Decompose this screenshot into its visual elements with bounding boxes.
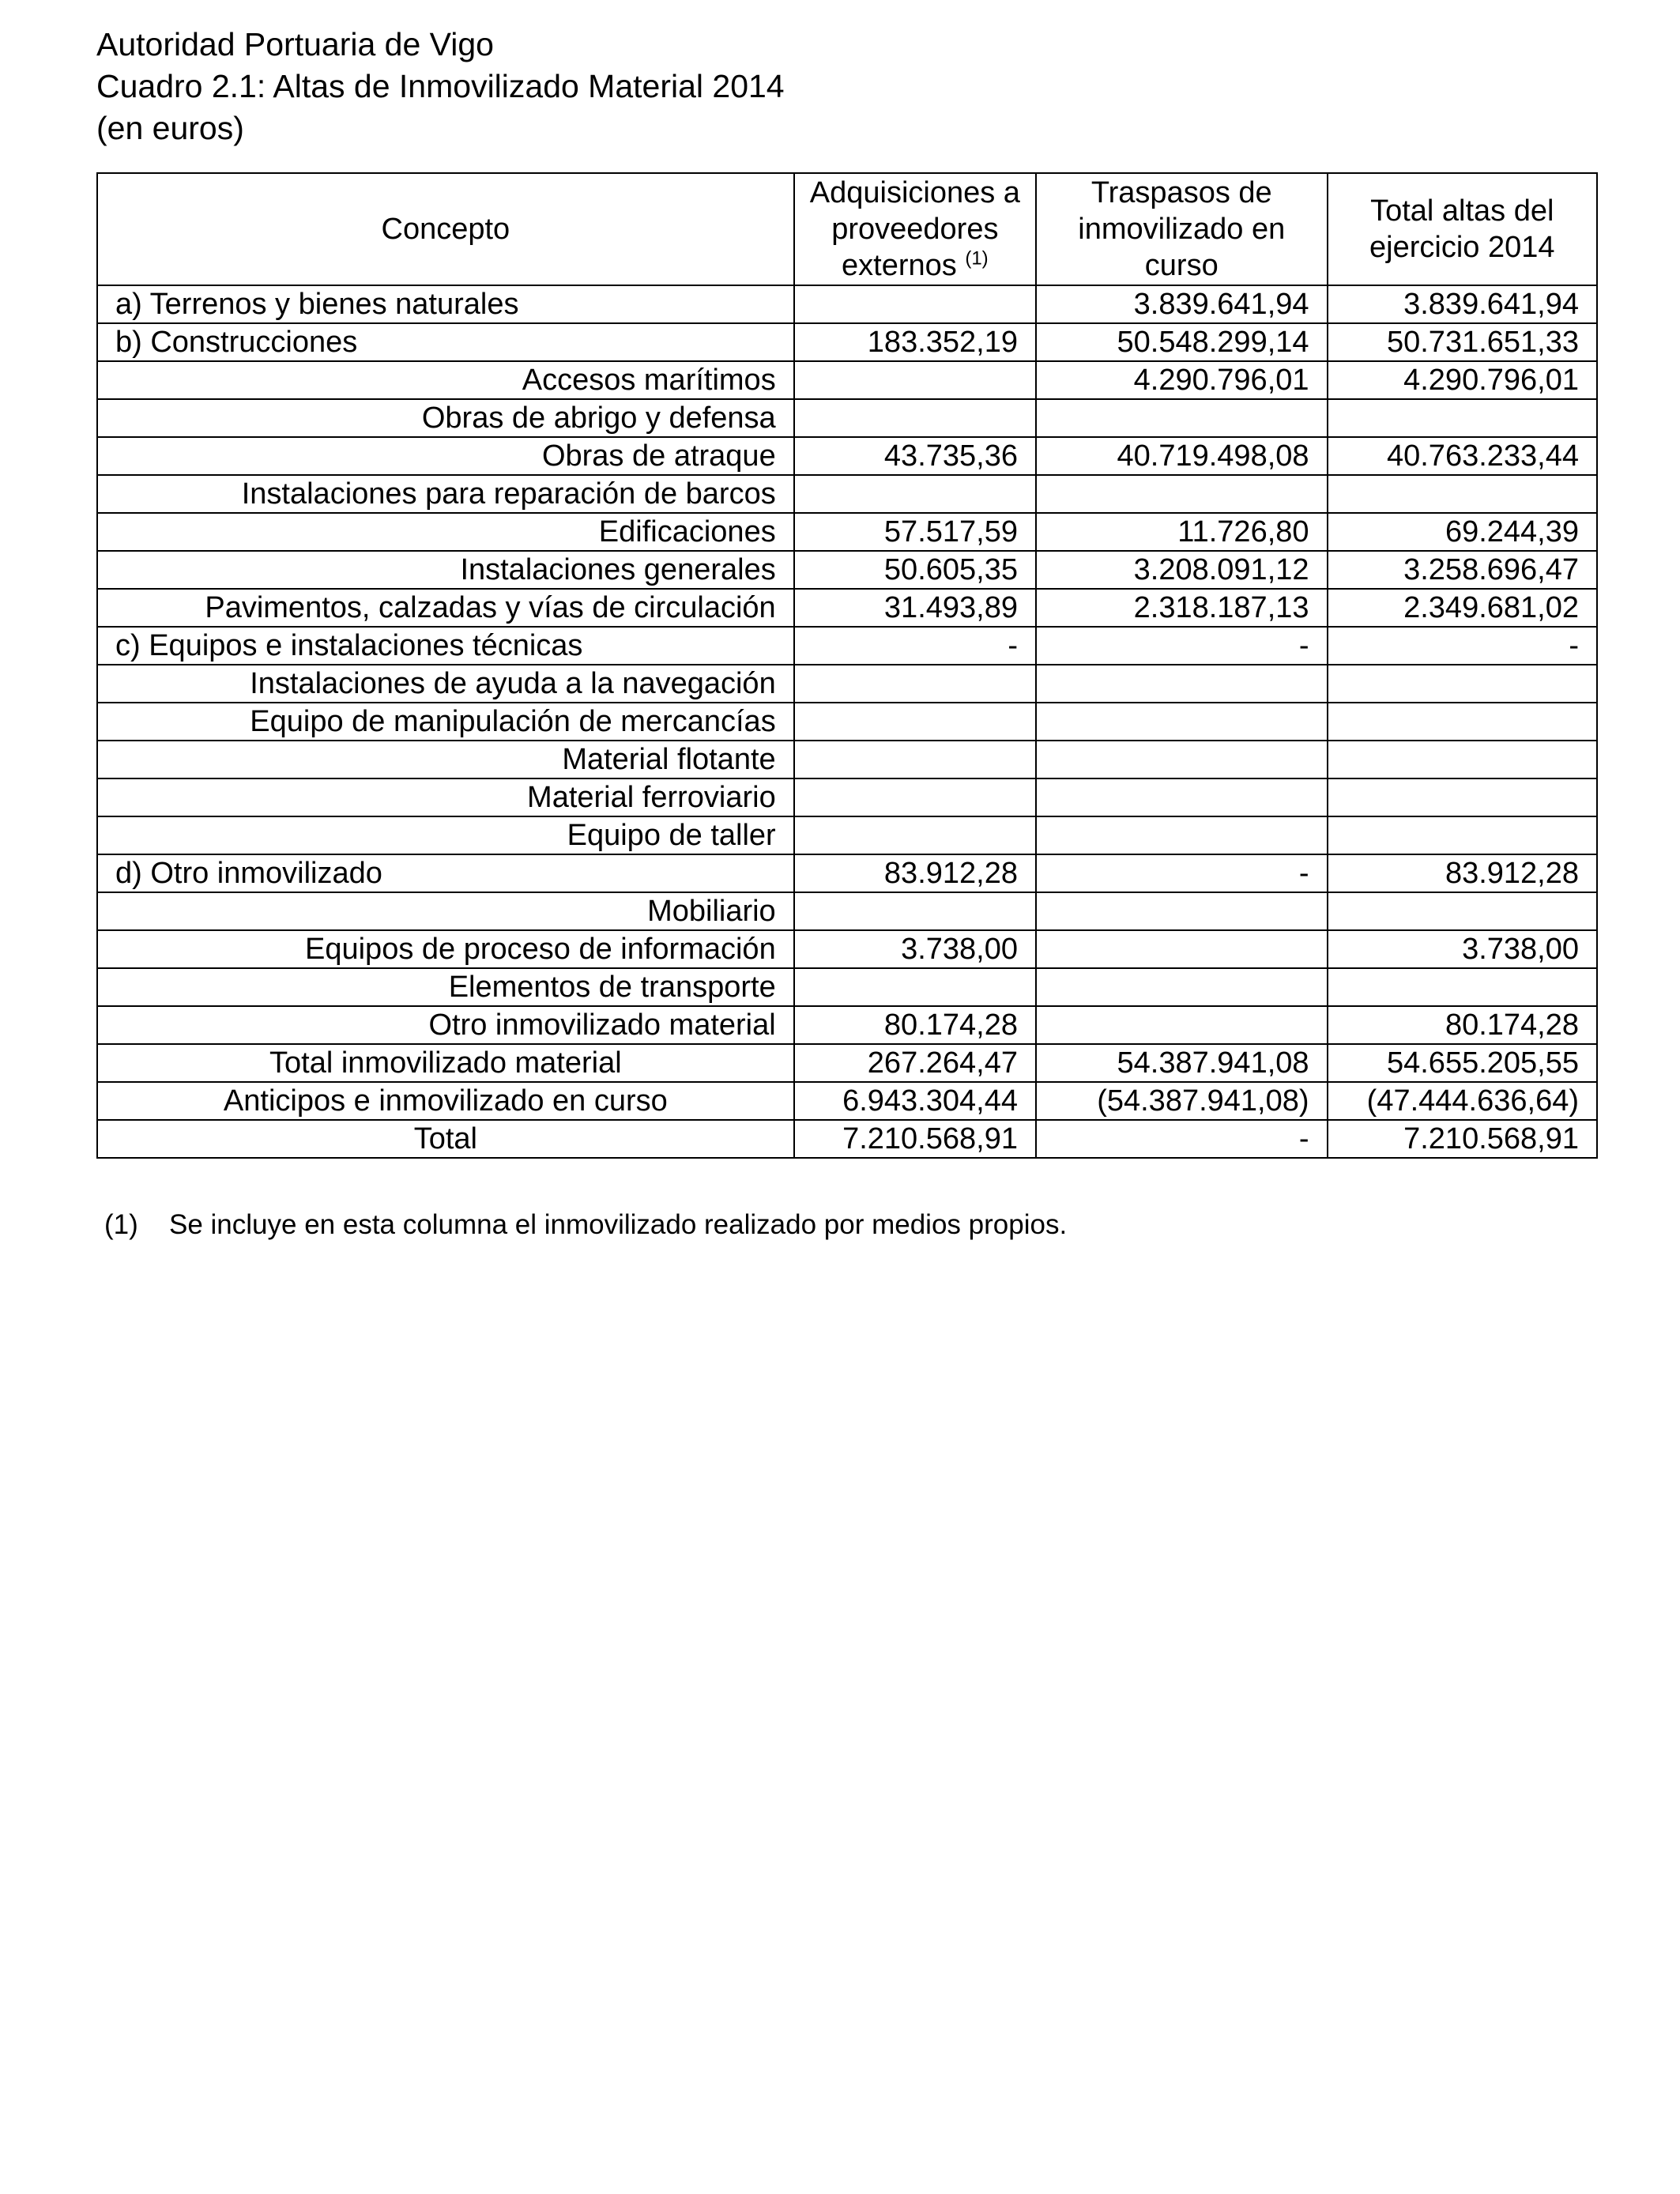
row-traspasos <box>1036 778 1328 816</box>
table-row <box>97 285 1597 323</box>
row-concepto: c) Equipos e instalaciones técnicas <box>97 627 794 665</box>
organization-name: Autoridad Portuaria de Vigo <box>96 26 494 62</box>
row-adquisiciones <box>794 741 1036 778</box>
table-row <box>97 513 1597 551</box>
table-row <box>97 399 1597 437</box>
row-adquisiciones <box>794 665 1036 703</box>
row-total: 2.349.681,02 <box>1328 589 1597 627</box>
row-adquisiciones: 183.352,19 <box>794 323 1036 361</box>
row-concepto: Instalaciones generales <box>97 551 794 589</box>
row-concepto: Instalaciones para reparación de barcos <box>97 475 794 513</box>
row-traspasos <box>1036 475 1328 513</box>
row-concepto: Pavimentos, calzadas y vías de circulación <box>97 589 794 627</box>
row-traspasos: 54.387.941,08 <box>1036 1044 1328 1082</box>
row-total <box>1328 665 1597 703</box>
footnote-ref: (1) <box>965 247 989 270</box>
row-concepto: Instalaciones de ayuda a la navegación <box>97 665 794 703</box>
units-note: (en euros) <box>96 110 244 146</box>
footnote <box>104 1209 1067 1241</box>
row-concepto: Edificaciones <box>97 513 794 551</box>
row-concepto: Otro inmovilizado material <box>97 1006 794 1044</box>
row-traspasos: - <box>1036 854 1328 892</box>
row-traspasos <box>1036 1006 1328 1044</box>
row-adquisiciones <box>794 968 1036 1006</box>
row-traspasos: 50.548.299,14 <box>1036 323 1328 361</box>
row-adquisiciones <box>794 816 1036 854</box>
row-total: 83.912,28 <box>1328 854 1597 892</box>
row-total: 3.839.641,94 <box>1328 285 1597 323</box>
table-row <box>97 589 1597 627</box>
table-title: Cuadro 2.1: Altas de Inmovilizado Material 2014 <box>96 68 785 104</box>
row-concepto: Equipos de proceso de información <box>97 930 794 968</box>
row-total: 50.731.651,33 <box>1328 323 1597 361</box>
table-row <box>97 361 1597 399</box>
row-concepto: b) Construcciones <box>97 323 794 361</box>
row-concepto: Accesos marítimos <box>97 361 794 399</box>
row-total: 80.174,28 <box>1328 1006 1597 1044</box>
row-adquisiciones: 6.943.304,44 <box>794 1082 1036 1120</box>
row-traspasos: 4.290.796,01 <box>1036 361 1328 399</box>
header-adquisiciones <box>794 173 1036 285</box>
row-adquisiciones: 7.210.568,91 <box>794 1120 1036 1158</box>
row-traspasos <box>1036 892 1328 930</box>
header-concepto: Concepto <box>97 173 794 285</box>
row-adquisiciones: 43.735,36 <box>794 437 1036 475</box>
row-concepto: Total <box>97 1120 794 1158</box>
row-total <box>1328 703 1597 741</box>
row-total <box>1328 968 1597 1006</box>
footnote-mark: (1) <box>104 1209 138 1240</box>
row-traspasos: - <box>1036 1120 1328 1158</box>
row-concepto: Anticipos e inmovilizado en curso <box>97 1082 794 1120</box>
row-adquisiciones: - <box>794 627 1036 665</box>
row-traspasos <box>1036 703 1328 741</box>
row-adquisiciones <box>794 399 1036 437</box>
footnote-text: Se incluye en esta columna el inmovilizado realizado por medios propios. <box>169 1209 1068 1240</box>
row-adquisiciones <box>794 285 1036 323</box>
row-total: 7.210.568,91 <box>1328 1120 1597 1158</box>
table-row <box>97 627 1597 665</box>
row-total <box>1328 399 1597 437</box>
row-total: - <box>1328 627 1597 665</box>
row-total <box>1328 475 1597 513</box>
row-total <box>1328 741 1597 778</box>
row-total <box>1328 816 1597 854</box>
row-traspasos: - <box>1036 627 1328 665</box>
row-total <box>1328 778 1597 816</box>
table-row <box>97 665 1597 703</box>
row-traspasos: (54.387.941,08) <box>1036 1082 1328 1120</box>
row-adquisiciones <box>794 892 1036 930</box>
table-row <box>97 816 1597 854</box>
table-row <box>97 551 1597 589</box>
row-concepto: Total inmovilizado material <box>97 1044 794 1082</box>
header-traspasos: Traspasos de inmovilizado en curso <box>1036 173 1328 285</box>
row-total: 54.655.205,55 <box>1328 1044 1597 1082</box>
row-adquisiciones: 267.264,47 <box>794 1044 1036 1082</box>
row-traspasos <box>1036 968 1328 1006</box>
table-body <box>97 285 1597 1158</box>
row-traspasos: 11.726,80 <box>1036 513 1328 551</box>
row-adquisiciones: 83.912,28 <box>794 854 1036 892</box>
header-adquisiciones-text: Adquisiciones a proveedores externos <box>809 176 1020 282</box>
row-adquisiciones: 57.517,59 <box>794 513 1036 551</box>
row-concepto: Mobiliario <box>97 892 794 930</box>
header-total: Total altas del ejercicio 2014 <box>1328 173 1597 285</box>
row-concepto: Elementos de transporte <box>97 968 794 1006</box>
row-adquisiciones: 50.605,35 <box>794 551 1036 589</box>
table-row <box>97 1082 1597 1120</box>
table-row <box>97 854 1597 892</box>
row-traspasos: 3.208.091,12 <box>1036 551 1328 589</box>
table-row <box>97 741 1597 778</box>
row-traspasos: 40.719.498,08 <box>1036 437 1328 475</box>
row-concepto: d) Otro inmovilizado <box>97 854 794 892</box>
row-total: 3.258.696,47 <box>1328 551 1597 589</box>
row-adquisiciones <box>794 475 1036 513</box>
row-adquisiciones: 31.493,89 <box>794 589 1036 627</box>
row-total: 4.290.796,01 <box>1328 361 1597 399</box>
row-concepto: Obras de abrigo y defensa <box>97 399 794 437</box>
row-adquisiciones <box>794 778 1036 816</box>
table-header-row <box>97 173 1597 285</box>
row-adquisiciones: 80.174,28 <box>794 1006 1036 1044</box>
table-row <box>97 703 1597 741</box>
row-traspasos <box>1036 741 1328 778</box>
row-adquisiciones <box>794 361 1036 399</box>
row-total: 40.763.233,44 <box>1328 437 1597 475</box>
table-row <box>97 1120 1597 1158</box>
table-row <box>97 1006 1597 1044</box>
row-concepto: Material flotante <box>97 741 794 778</box>
row-traspasos: 2.318.187,13 <box>1036 589 1328 627</box>
document-header <box>96 24 785 149</box>
row-concepto: Equipo de taller <box>97 816 794 854</box>
table-row <box>97 968 1597 1006</box>
row-adquisiciones: 3.738,00 <box>794 930 1036 968</box>
row-traspasos <box>1036 930 1328 968</box>
table-row <box>97 437 1597 475</box>
row-traspasos <box>1036 665 1328 703</box>
table-row <box>97 892 1597 930</box>
row-total: 69.244,39 <box>1328 513 1597 551</box>
table-row <box>97 1044 1597 1082</box>
row-adquisiciones <box>794 703 1036 741</box>
row-traspasos <box>1036 816 1328 854</box>
table-row <box>97 475 1597 513</box>
row-concepto: Obras de atraque <box>97 437 794 475</box>
row-concepto: a) Terrenos y bienes naturales <box>97 285 794 323</box>
table-row <box>97 323 1597 361</box>
row-total <box>1328 892 1597 930</box>
row-total: (47.444.636,64) <box>1328 1082 1597 1120</box>
row-concepto: Material ferroviario <box>97 778 794 816</box>
row-total: 3.738,00 <box>1328 930 1597 968</box>
table-row <box>97 778 1597 816</box>
row-concepto: Equipo de manipulación de mercancías <box>97 703 794 741</box>
altas-table <box>96 172 1598 1159</box>
row-traspasos: 3.839.641,94 <box>1036 285 1328 323</box>
row-traspasos <box>1036 399 1328 437</box>
table-row <box>97 930 1597 968</box>
